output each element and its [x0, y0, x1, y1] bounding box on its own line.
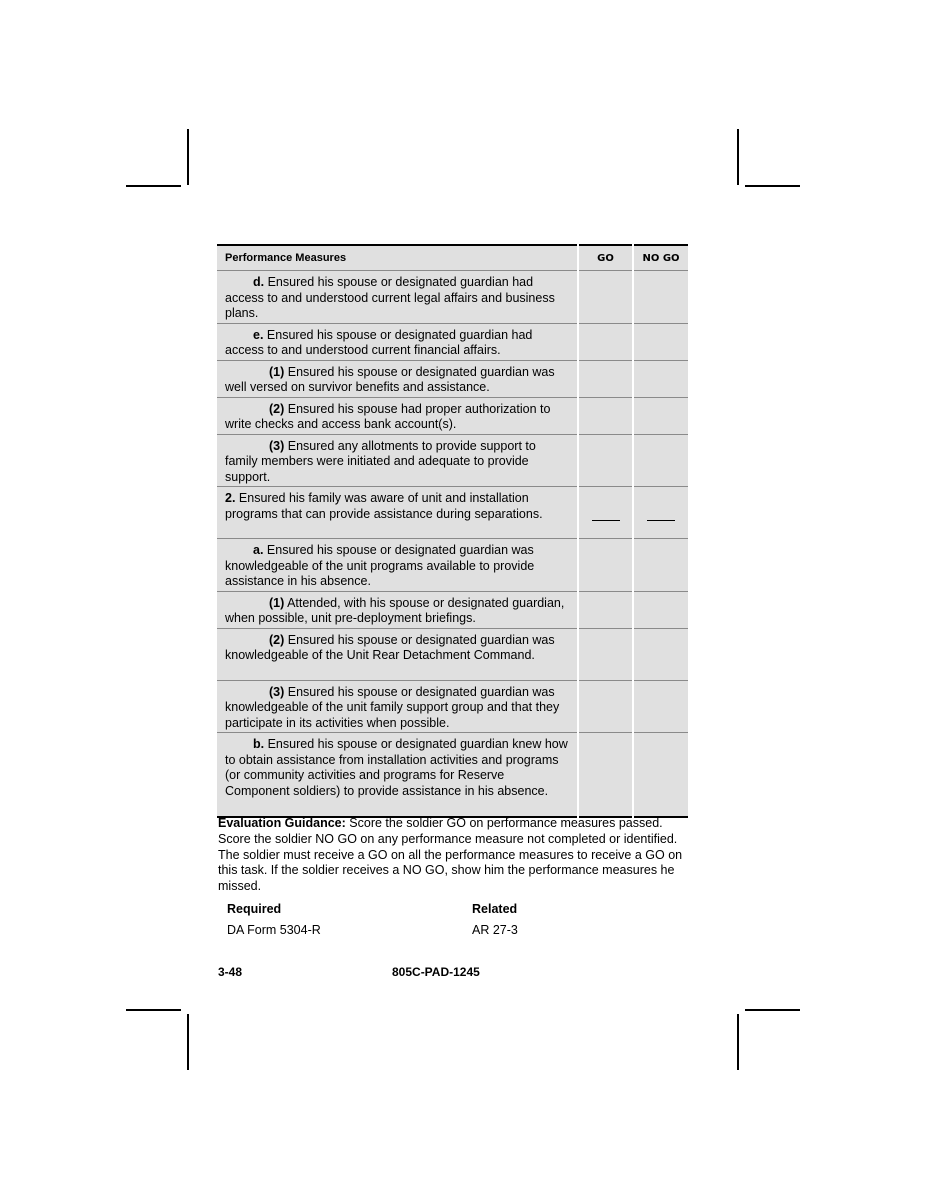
- measure-text: Ensured his spouse or designated guardian had access to and understood current financial affairs.: [225, 327, 533, 357]
- evaluation-guidance-label: Evaluation Guidance:: [218, 816, 346, 830]
- table-row: [217, 360, 688, 397]
- measure-label: (3): [269, 684, 285, 699]
- no-go-cell[interactable]: [633, 360, 688, 397]
- header-no-go: NO GO: [633, 245, 688, 271]
- crop-mark-top-right-horizontal: [745, 185, 800, 187]
- required-references: [227, 902, 321, 937]
- go-cell[interactable]: [578, 539, 633, 592]
- performance-measures-table: [217, 244, 688, 818]
- no-go-cell[interactable]: [633, 539, 688, 592]
- go-cell[interactable]: [578, 628, 633, 680]
- measure-label: 2.: [225, 491, 236, 505]
- no-go-blank-line[interactable]: [647, 520, 675, 521]
- no-go-cell[interactable]: [633, 733, 688, 818]
- table-row: [217, 323, 688, 360]
- header-go: GO: [578, 245, 633, 271]
- measure-cell: [217, 360, 578, 397]
- no-go-cell[interactable]: [633, 434, 688, 487]
- required-header: Required: [227, 902, 282, 916]
- measure-label: b.: [253, 737, 265, 751]
- crop-mark-top-right-vertical: [737, 129, 739, 185]
- no-go-cell[interactable]: [633, 397, 688, 434]
- measure-cell: [217, 628, 578, 680]
- measure-cell: [217, 539, 578, 592]
- measure-cell: [217, 591, 578, 628]
- no-go-cell[interactable]: [633, 591, 688, 628]
- measure-cell: [217, 733, 578, 818]
- measure-text: Ensured his spouse or designated guardian was knowledgeable of the unit programs available to provide assistance in his absence.: [225, 543, 535, 588]
- measure-text: Ensured his spouse or designated guardian was knowledgeable of the unit family support group and that they participate in its activities when possible.: [225, 684, 560, 730]
- measure-cell: [217, 434, 578, 487]
- related-header: Related: [472, 902, 518, 916]
- no-go-cell[interactable]: [633, 680, 688, 733]
- measure-label: e.: [253, 327, 264, 342]
- table-row: [217, 487, 688, 539]
- measure-label: (2): [269, 401, 285, 416]
- crop-mark-top-left-horizontal: [126, 185, 181, 187]
- go-blank-line[interactable]: [592, 520, 620, 521]
- go-cell[interactable]: [578, 271, 633, 324]
- go-cell[interactable]: [578, 397, 633, 434]
- no-go-cell[interactable]: [633, 323, 688, 360]
- crop-mark-top-left-vertical: [187, 129, 189, 185]
- evaluation-guidance: [218, 816, 688, 895]
- no-go-cell[interactable]: [633, 271, 688, 324]
- table-row: [217, 271, 688, 324]
- go-cell[interactable]: [578, 733, 633, 818]
- crop-mark-bottom-left-horizontal: [126, 1009, 181, 1011]
- table-row: [217, 591, 688, 628]
- measure-label: a.: [253, 543, 264, 557]
- measure-label: (2): [269, 632, 285, 647]
- measure-cell: [217, 487, 578, 539]
- crop-mark-bottom-right-vertical: [737, 1014, 739, 1070]
- measure-cell: [217, 323, 578, 360]
- measure-text: Ensured his spouse had proper authorization to write checks and access bank account(s).: [225, 401, 551, 431]
- measure-label: (1): [269, 364, 285, 379]
- table-row: [217, 680, 688, 733]
- no-go-cell[interactable]: [633, 487, 688, 539]
- table-row: [217, 628, 688, 680]
- required-item: DA Form 5304-R: [227, 923, 321, 937]
- header-performance-measures: Performance Measures: [217, 245, 578, 271]
- page-number: 3-48: [218, 965, 243, 979]
- go-cell[interactable]: [578, 434, 633, 487]
- table-row: [217, 733, 688, 818]
- measure-text: Ensured his spouse or designated guardian had access to and understood current legal affairs and business plans.: [225, 275, 555, 320]
- measure-text: Ensured any allotments to provide support to family members were initiated and adequate to provide support.: [225, 438, 536, 484]
- table-row: [217, 397, 688, 434]
- measure-text: Ensured his spouse or designated guardian knew how to obtain assistance from installation activities and programs (or community activities and programs for Reserve Component soldiers) to provide assistance in his absence.: [225, 737, 568, 798]
- related-item: AR 27-3: [472, 923, 518, 937]
- measure-text: Ensured his family was aware of unit and installation programs that can provide assistance during separations.: [225, 491, 543, 521]
- evaluation-guidance-text: Score the soldier GO on performance measures passed. Score the soldier NO GO on any performance measure not completed or identified. The soldier must receive a GO on all the performance measures to receive a GO on this task. If the soldier receives a NO GO, show him the performance measures he missed.: [218, 816, 683, 894]
- go-cell[interactable]: [578, 680, 633, 733]
- measure-label: (3): [269, 438, 285, 453]
- measure-cell: [217, 271, 578, 324]
- table-header-row: [217, 245, 688, 271]
- measure-label: (1): [269, 595, 285, 610]
- measure-text: Attended, with his spouse or designated guardian, when possible, unit pre-deployment briefings.: [225, 595, 565, 625]
- related-references: [472, 902, 518, 937]
- no-go-cell[interactable]: [633, 628, 688, 680]
- go-cell[interactable]: [578, 487, 633, 539]
- measure-text: Ensured his spouse or designated guardian was knowledgeable of the Unit Rear Detachment Command.: [225, 632, 555, 662]
- measure-cell: [217, 680, 578, 733]
- crop-mark-bottom-left-vertical: [187, 1014, 189, 1070]
- crop-mark-bottom-right-horizontal: [745, 1009, 800, 1011]
- measure-label: d.: [253, 275, 265, 289]
- table-row: [217, 539, 688, 592]
- go-cell[interactable]: [578, 591, 633, 628]
- go-cell[interactable]: [578, 323, 633, 360]
- go-cell[interactable]: [578, 360, 633, 397]
- measure-text: Ensured his spouse or designated guardian was well versed on survivor benefits and assistance.: [225, 364, 555, 394]
- table-row: [217, 434, 688, 487]
- document-id: 805C-PAD-1245: [392, 965, 480, 979]
- measure-cell: [217, 397, 578, 434]
